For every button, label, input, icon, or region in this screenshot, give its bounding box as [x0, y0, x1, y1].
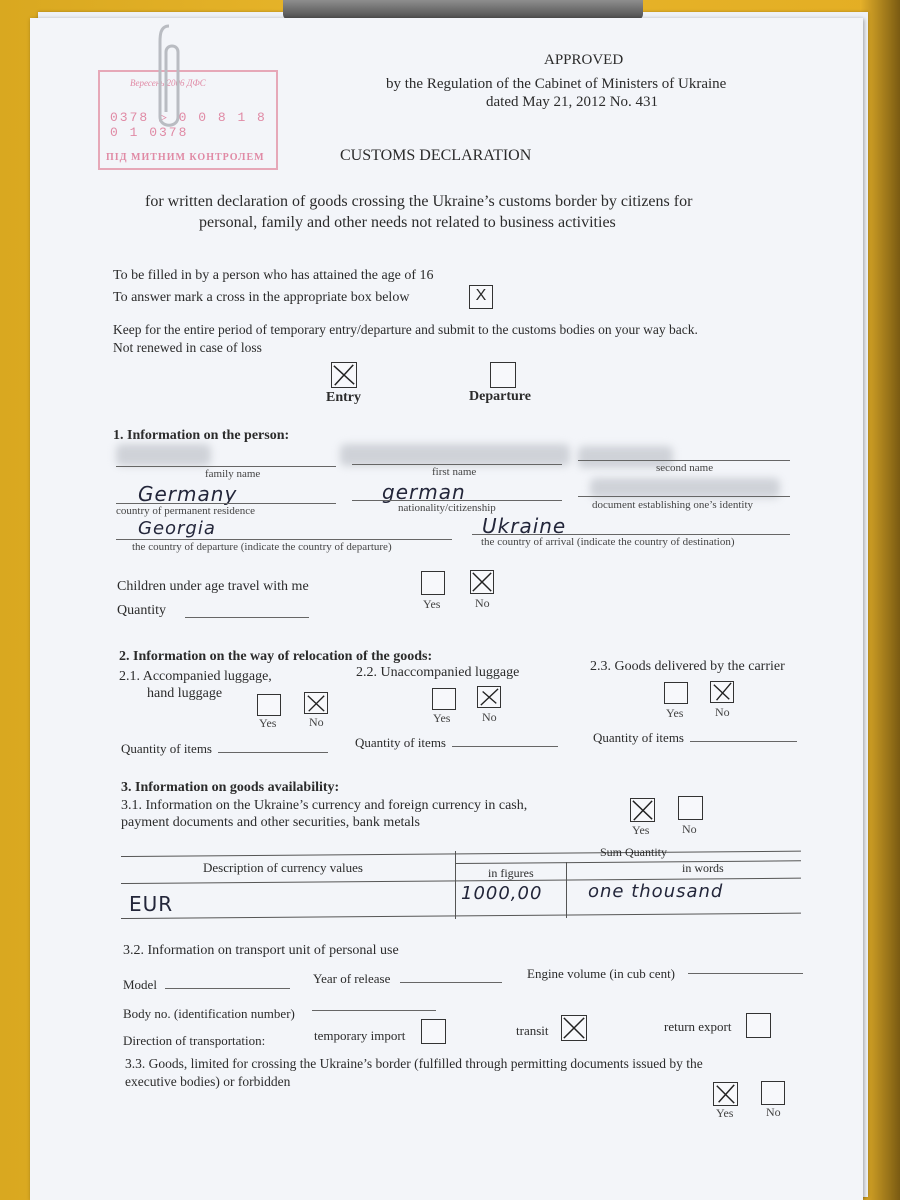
accompanied-quantity-label: Quantity of items	[121, 741, 212, 756]
residence-value[interactable]: Germany	[138, 482, 238, 506]
temporary-import-label: temporary import	[314, 1028, 406, 1043]
mark-instruction: To answer mark a cross in the appropriate box below	[113, 290, 410, 305]
cross-mark-icon	[305, 693, 327, 713]
carrier-no-checkbox[interactable]	[710, 681, 734, 703]
accompanied-label-line1: 2.1. Accompanied luggage,	[119, 669, 272, 684]
accompanied-yes-label: Yes	[259, 716, 277, 730]
second-name-label: second name	[656, 462, 714, 474]
sample-mark-box: X	[469, 285, 493, 309]
regulation-text: by the Regulation of the Cabinet of Ministers of Ukraine	[386, 76, 727, 92]
table-divider-1	[455, 851, 456, 919]
model-label: Model	[123, 977, 157, 992]
section3-title: 3. Information on goods availability:	[121, 780, 340, 795]
body-label: Body no. (identification number)	[123, 1006, 295, 1021]
unaccompanied-quantity-label: Quantity of items	[355, 735, 446, 750]
departure-country-value[interactable]: Georgia	[138, 518, 216, 539]
accompanied-quantity-line	[218, 752, 328, 753]
year-line	[400, 982, 502, 983]
nationality-label: nationality/citizenship	[398, 502, 496, 514]
entry-label: Entry	[326, 390, 361, 405]
currency-no-checkbox[interactable]	[678, 796, 703, 820]
currency-figures[interactable]: 1000,00	[461, 883, 543, 904]
return-export-checkbox[interactable]	[746, 1013, 771, 1038]
col-words-header: in words	[682, 861, 724, 875]
accompanied-yes-checkbox[interactable]	[257, 694, 281, 716]
redacted-first-name	[340, 444, 570, 466]
cross-mark-icon	[711, 682, 733, 702]
unaccompanied-yes-label: Yes	[433, 711, 451, 725]
section2-title: 2. Information on the way of relocation of the goods:	[119, 649, 433, 664]
approved-label: APPROVED	[544, 52, 624, 68]
children-no-label: No	[475, 596, 490, 610]
keep-instruction: Keep for the entire period of temporary entry/departure and submit to the customs bodies on your way back.	[113, 322, 698, 337]
children-yes-checkbox[interactable]	[421, 571, 445, 595]
carrier-yes-label: Yes	[666, 706, 684, 720]
loss-instruction: Not renewed in case of loss	[113, 340, 262, 355]
carrier-yes-checkbox[interactable]	[664, 682, 688, 704]
page-title: CUSTOMS DECLARATION	[340, 147, 532, 164]
redacted-family-name	[116, 444, 211, 466]
limited-yes-checkbox[interactable]	[713, 1082, 738, 1106]
limited-no-label: No	[766, 1105, 781, 1119]
subtitle-line2: personal, family and other needs not related to business activities	[199, 214, 616, 231]
limited-goods-line2: executive bodies) or forbidden	[125, 1074, 291, 1089]
dated-text: dated May 21, 2012 No. 431	[486, 94, 659, 110]
unaccompanied-no-checkbox[interactable]	[477, 686, 501, 708]
unaccompanied-label: 2.2. Unaccompanied luggage	[356, 665, 520, 680]
currency-label-line1: 3.1. Information on the Ukraine’s currency and foreign currency in cash,	[121, 798, 528, 813]
cross-mark-icon	[562, 1016, 586, 1040]
transport-title: 3.2. Information on transport unit of personal use	[123, 943, 399, 958]
departure-country-label: the country of departure (indicate the country of departure)	[132, 541, 392, 553]
children-yes-label: Yes	[423, 597, 441, 611]
clipboard-clip	[283, 0, 643, 20]
arrival-country-value[interactable]: Ukraine	[482, 514, 567, 538]
arrival-country-line	[472, 534, 790, 535]
limited-goods-line1: 3.3. Goods, limited for crossing the Ukraine’s border (fulfilled through permitting documents issued by the	[125, 1056, 703, 1071]
cross-mark-icon	[714, 1083, 737, 1105]
engine-label: Engine volume (in cub cent)	[527, 966, 676, 981]
currency-description[interactable]: EUR	[129, 892, 174, 916]
currency-no-label: No	[682, 822, 697, 836]
currency-yes-label: Yes	[632, 823, 650, 837]
currency-yes-checkbox[interactable]	[630, 798, 655, 822]
temporary-import-checkbox[interactable]	[421, 1019, 446, 1044]
family-name-label: family name	[205, 468, 261, 480]
cross-mark-icon	[332, 363, 356, 387]
family-name-line	[116, 466, 336, 467]
document-line	[578, 496, 790, 497]
children-label: Children under age travel with me	[117, 579, 309, 594]
first-name-line	[352, 464, 562, 465]
quantity-line	[185, 617, 309, 618]
unaccompanied-no-label: No	[482, 710, 497, 724]
paperclip-icon	[156, 22, 182, 132]
quantity-label: Quantity	[117, 603, 166, 618]
stamp-top-text: Вересень 2006 ДФС	[130, 78, 206, 88]
redacted-document	[590, 478, 780, 498]
accompanied-no-checkbox[interactable]	[304, 692, 328, 714]
transit-label: transit	[516, 1023, 549, 1038]
second-name-line	[578, 460, 790, 461]
cross-mark-icon	[631, 799, 654, 821]
engine-line	[688, 973, 803, 974]
stamp-number: 0378 ▷ 0 0 8 1 8 0 1 0378	[110, 110, 267, 140]
first-name-label: first name	[432, 466, 477, 478]
stamp-bottom-text: ПІД МИТНИМ КОНТРОЛЕМ	[106, 152, 265, 163]
model-line	[165, 988, 290, 989]
departure-checkbox[interactable]	[490, 362, 516, 388]
arrival-country-label: the country of arrival (indicate the country of destination)	[481, 536, 735, 548]
table-divider-2	[566, 862, 567, 918]
cross-mark-icon	[478, 687, 500, 707]
departure-label: Departure	[469, 389, 531, 404]
unaccompanied-yes-checkbox[interactable]	[432, 688, 456, 710]
residence-label: country of permanent residence	[116, 505, 255, 517]
subtitle-line1: for written declaration of goods crossing the Ukraine’s customs border by citizens for	[145, 193, 693, 210]
transit-checkbox[interactable]	[561, 1015, 587, 1041]
col-sum-header: Sum Quantity	[600, 845, 668, 859]
departure-country-line	[116, 539, 452, 540]
section1-title: 1. Information on the person:	[113, 428, 290, 443]
body-line	[312, 1010, 436, 1011]
residence-line	[116, 503, 336, 504]
limited-yes-label: Yes	[716, 1106, 734, 1120]
direction-label: Direction of transportation:	[123, 1033, 266, 1048]
children-no-checkbox[interactable]	[470, 570, 494, 594]
carrier-quantity-label: Quantity of items	[593, 730, 684, 745]
currency-words[interactable]: one thousand	[588, 881, 724, 902]
year-label: Year of release	[313, 971, 391, 986]
carrier-quantity-line	[690, 741, 797, 742]
customs-stamp	[98, 70, 278, 170]
col-description-header: Description of currency values	[203, 860, 363, 875]
col-figures-header: in figures	[488, 866, 534, 880]
carrier-label: 2.3. Goods delivered by the carrier	[590, 659, 785, 674]
unaccompanied-quantity-line	[452, 746, 558, 747]
accompanied-no-label: No	[309, 715, 324, 729]
entry-checkbox[interactable]	[331, 362, 357, 388]
cross-mark-icon	[471, 571, 493, 593]
carrier-no-label: No	[715, 705, 730, 719]
document-label: document establishing one’s identity	[592, 499, 754, 511]
currency-label-line2: payment documents and other securities, bank metals	[121, 815, 420, 830]
limited-no-checkbox[interactable]	[761, 1081, 785, 1105]
nationality-value[interactable]: german	[382, 480, 466, 504]
accompanied-label-line2: hand luggage	[147, 686, 223, 701]
age-instruction: To be filled in by a person who has attained the age of 16	[113, 268, 434, 283]
return-export-label: return export	[664, 1019, 732, 1034]
nationality-line	[352, 500, 562, 501]
